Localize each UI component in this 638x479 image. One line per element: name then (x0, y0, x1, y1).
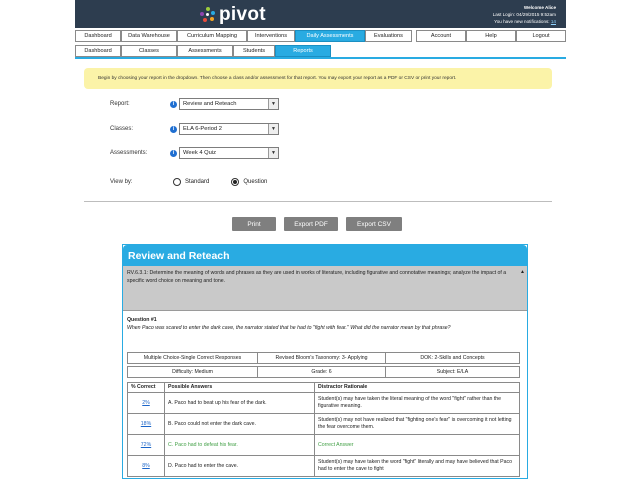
export-pdf-button[interactable]: Export PDF (284, 217, 338, 231)
tab-help[interactable]: Help (466, 30, 516, 42)
question-meta-row2 (127, 366, 520, 378)
assessments-label: Assessments: (110, 150, 148, 156)
blooms-taxonomy: Revised Bloom's Taxonomy: 3- Applying (258, 353, 386, 364)
tab-interventions[interactable]: Interventions (247, 30, 295, 42)
form-divider (84, 201, 552, 202)
nav-divider (75, 57, 566, 59)
rationale-text-correct: Correct Answer (315, 435, 520, 456)
subtab-assessments[interactable]: Assessments (177, 45, 233, 57)
welcome-text: Welcome Alice (523, 5, 556, 10)
report-label: Report: (110, 101, 130, 107)
question-text: When Paco was scared to enter the dark cave, the narrator stated that he had to "fight with fear." What did the narrator mean by that phrase? (127, 325, 451, 331)
classes-row (110, 123, 279, 135)
question-type: Multiple Choice-Single Correct Responses (128, 353, 258, 364)
viewby-label: View by: (110, 179, 133, 185)
report-row (110, 98, 279, 110)
assessments-row (110, 147, 279, 159)
header-possible-answers: Possible Answers (165, 383, 315, 393)
notifications-line (493, 18, 556, 25)
classes-label: Classes: (110, 126, 134, 132)
standard-description (123, 266, 527, 311)
rationale-text: Student(s) may have taken the word "fight" literally and may have believed that Paco had to enter the cave to fight (315, 456, 520, 477)
info-icon[interactable]: i (170, 150, 177, 157)
pct-link[interactable]: 72% (128, 435, 165, 456)
panel-title: Review and Reteach (123, 245, 527, 266)
assessments-select-value: Week 4 Quiz (183, 150, 217, 156)
subtab-reports[interactable]: Reports (275, 45, 331, 57)
table-row (128, 414, 520, 435)
table-row (128, 456, 520, 477)
answers-table (127, 382, 520, 477)
standard-text: RV.6.3.1: Determine the meaning of words and phrases as they are used in works of literature, including figurative and connotative meanings; analyze the impact of a specific word choice on meaning and tone. (127, 270, 507, 284)
tab-logout[interactable]: Logout (516, 30, 566, 42)
question-title: Question #1 (127, 317, 157, 323)
notifications-prefix: You have new notifications: (494, 19, 550, 24)
view-option-standard[interactable] (173, 178, 209, 186)
primary-nav (75, 30, 566, 42)
instructions-banner: Begin by choosing your report in the dropdown. Then choose a class and/or assessment for that report. You may export your report as a PDF or CSV or print your report. (84, 68, 552, 89)
subtab-classes[interactable]: Classes (121, 45, 177, 57)
dok-level: DOK: 2-Skills and Concepts (386, 353, 520, 364)
grade: Grade: 6 (258, 367, 386, 378)
notifications-link[interactable]: 14 (550, 19, 556, 24)
info-icon[interactable]: i (170, 101, 177, 108)
tab-evaluations[interactable]: Evaluations (365, 30, 412, 42)
table-row (128, 393, 520, 414)
rationale-text: Student(s) may have taken the literal meaning of the word "fight" rather than the figurative meaning. (315, 393, 520, 414)
viewby-row (110, 178, 289, 186)
answer-text: B. Paco could not enter the dark cave. (165, 414, 315, 435)
header-distractor-rationale: Distractor Rationale (315, 383, 520, 393)
radio-question-label: Question (243, 179, 268, 185)
info-icon[interactable]: i (170, 126, 177, 133)
secondary-nav (75, 45, 331, 57)
welcome-block (493, 4, 556, 25)
chevron-down-icon[interactable]: ▼ (268, 148, 278, 158)
chevron-down-icon[interactable]: ▼ (268, 99, 278, 109)
tab-account[interactable]: Account (416, 30, 466, 42)
review-reteach-panel (122, 244, 528, 479)
question-block (123, 311, 527, 332)
radio-question-selected[interactable] (231, 178, 239, 186)
view-option-question[interactable] (231, 178, 267, 186)
difficulty: Difficulty: Medium (128, 367, 258, 378)
report-select[interactable] (179, 98, 279, 110)
pct-link[interactable]: 8% (128, 456, 165, 477)
table-row-correct (128, 435, 520, 456)
subtab-students[interactable]: Students (233, 45, 275, 57)
export-csv-button[interactable]: Export CSV (346, 217, 402, 231)
subtab-dashboard[interactable]: Dashboard (75, 45, 121, 57)
rationale-text: Student(s) may not have realized that "fighting one's fear" is overcoming it not letting the fear overcome them. (315, 414, 520, 435)
print-button[interactable]: Print (232, 217, 276, 231)
classes-select[interactable] (179, 123, 279, 135)
tab-data-warehouse[interactable]: Data Warehouse (121, 30, 177, 42)
chevron-down-icon[interactable]: ▼ (268, 124, 278, 134)
pivot-logo[interactable] (200, 4, 266, 26)
last-login-text: Last Login: 04/29/2015 9:52am (492, 12, 556, 17)
question-meta-row1 (127, 352, 520, 364)
tab-dashboard[interactable]: Dashboard (75, 30, 121, 42)
radio-standard[interactable] (173, 178, 181, 186)
tab-curriculum-mapping[interactable]: Curriculum Mapping (177, 30, 247, 42)
top-header (75, 0, 566, 28)
classes-select-value: ELA 6-Period 2 (183, 126, 222, 132)
brand-name: pivot (219, 4, 266, 25)
report-select-value: Review and Reteach (183, 101, 237, 107)
answer-text: A. Paco had to beat up his fear of the dark. (165, 393, 315, 414)
answers-header-row (128, 383, 520, 393)
pct-link[interactable]: 18% (128, 414, 165, 435)
radio-standard-label: Standard (185, 179, 210, 185)
tab-daily-assessments[interactable]: Daily Assessments (295, 30, 365, 42)
assessments-select[interactable] (179, 147, 279, 159)
answer-text: D. Paco had to enter the cave. (165, 456, 315, 477)
answer-text-correct: C. Paco had to defeat his fear. (165, 435, 315, 456)
subject: Subject: E/LA (386, 367, 520, 378)
pct-link[interactable]: 2% (128, 393, 165, 414)
viewby-radio-group (173, 178, 289, 186)
header-pct-correct: % Correct (128, 383, 165, 393)
pivot-logo-icon (200, 7, 216, 23)
scroll-up-icon[interactable]: ▲ (520, 269, 525, 275)
